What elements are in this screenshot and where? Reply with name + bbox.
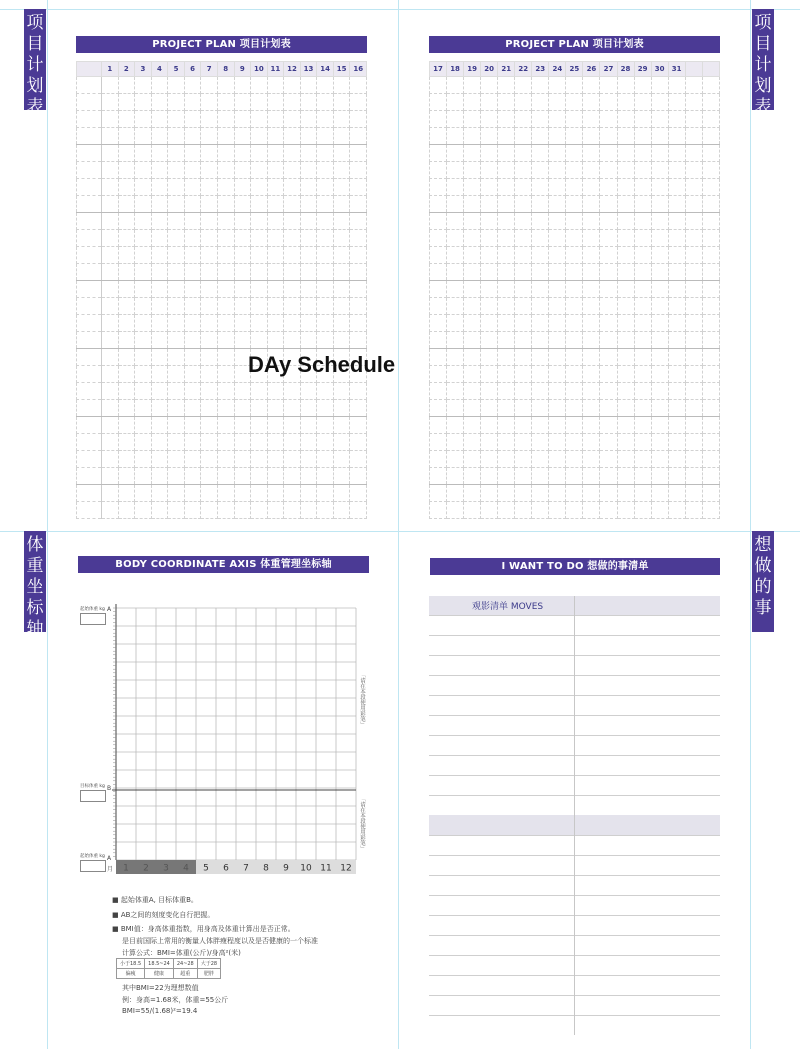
day-header: 27 [600,62,617,77]
example-line: BMI=55/(1.68)²=19.4 [122,1007,198,1015]
side-tab-char: 重 [26,556,44,576]
side-tab-char: 表 [26,97,44,117]
day-header: 14 [317,62,334,77]
project-plan-banner-left: PROJECT PLAN 项目计划表 [76,36,367,53]
day-header: 29 [634,62,651,77]
day-header: 28 [617,62,634,77]
month-tick-label: 1 [123,863,129,874]
note-line: ■ BMI值：身高体重指数，用身高及体重计算出是否正常。 [112,925,295,933]
base-weight-label: 起始体重 kg [80,854,105,859]
note-line: ■ AB之间的刻度变化自行把握。 [112,911,215,919]
body-axis-banner: BODY COORDINATE AXIS 体重管理坐标轴 [78,556,369,573]
month-tick-label: 6 [223,863,229,874]
side-tab-char: 划 [26,76,44,96]
vertical-note-bottom: 「请在本段使用彩笔」 [359,796,365,851]
month-tick-label: 8 [263,863,269,874]
day-header: 15 [333,62,350,77]
day-header: 18 [447,62,464,77]
bmi-level: 偏瘦 [117,969,145,979]
side-tab-char: 事 [754,598,772,618]
example-line: 其中BMI=22为理想数值 [122,984,199,992]
side-tab-char: 坐 [26,577,44,597]
day-header: 20 [481,62,498,77]
start-weight-box[interactable] [80,613,106,625]
month-tick-label: 4 [183,863,189,874]
target-weight-box[interactable] [80,790,106,802]
side-tab-char: 标 [26,598,44,618]
point-a-bottom-label: A [107,855,112,862]
month-tick-label: 11 [320,863,332,874]
bmi-range: 小于18.5 [117,959,145,969]
bmi-level: 超重 [173,969,197,979]
day-header: 7 [201,62,218,77]
vertical-note-top: 「请在本段使用彩笔」 [359,672,365,727]
side-tab-char: 计 [26,55,44,75]
start-weight-label: 起始体重 kg [80,607,105,612]
day-header: 25 [566,62,583,77]
note-line: 计算公式：BMI=体重(公斤)/身高²(米) [122,949,241,957]
bmi-level: 肥胖 [197,969,220,979]
side-tab-char: 项 [26,13,44,33]
side-tab-char: 目 [26,34,44,54]
side-tab-char: 的 [754,577,772,597]
day-header: 10 [251,62,268,77]
month-tick-label: 2 [143,863,149,874]
day-header: 1 [102,62,119,77]
point-b-label: B [107,785,112,792]
day-header: 2 [118,62,135,77]
bmi-range: 18.5~24 [145,959,174,969]
month-tick-label: 12 [340,863,352,874]
side-tab-char: 想 [754,535,772,555]
side-tab-char: 表 [754,97,772,117]
day-header: 19 [464,62,481,77]
month-tick-label: 9 [283,863,289,874]
target-weight-label: 目标体重 kg [80,784,105,789]
base-weight-box[interactable] [80,860,106,872]
point-a-label: A [107,606,112,613]
day-header: 26 [583,62,600,77]
day-header: 8 [217,62,234,77]
day-header: 22 [515,62,532,77]
want-to-do-banner: I WANT TO DO 想做的事清单 [430,558,720,575]
project-plan-banner-right: PROJECT PLAN 项目计划表 [429,36,720,53]
month-tick-label: 10 [300,863,312,874]
bmi-table [116,958,221,979]
note-line: ■ 起始体重A, 目标体重B。 [112,896,198,904]
note-line: 是目前国际上常用的衡量人体胖瘦程度以及是否健康的一个标准 [122,937,318,945]
month-tick-label: 5 [203,863,209,874]
day-header: 13 [300,62,317,77]
day-header: 21 [498,62,515,77]
example-line: 例：身高=1.68米，体重=55公斤 [122,996,229,1004]
day-header: 17 [430,62,447,77]
day-header: 6 [184,62,201,77]
day-header: 23 [532,62,549,77]
side-tab-char: 项 [754,13,772,33]
want-list-divider [574,596,575,1035]
bmi-range: 大于28 [197,959,220,969]
side-tab-char: 目 [754,34,772,54]
side-tab-char: 划 [754,76,772,96]
overlay-title: DAy Schedule [248,352,396,377]
bmi-level: 健康 [145,969,174,979]
side-tab-char: 轴 [26,619,44,639]
movies-label: 观影清单 MOVES [472,602,544,612]
side-tab-char: 体 [26,535,44,555]
day-header: 3 [135,62,152,77]
side-tab-char: 做 [754,556,772,576]
bmi-range: 24~28 [173,959,197,969]
day-header: 4 [151,62,168,77]
month-tick-label: 3 [163,863,169,874]
day-header: 5 [168,62,185,77]
day-header: 11 [267,62,284,77]
month-tick-label: 7 [243,863,249,874]
day-header: 30 [651,62,668,77]
side-tab-char: 计 [754,55,772,75]
day-header: 16 [350,62,367,77]
day-header: 24 [549,62,566,77]
day-header: 9 [234,62,251,77]
day-header: 12 [284,62,301,77]
day-header: 31 [668,62,685,77]
month-unit-label: 月 [107,866,114,873]
